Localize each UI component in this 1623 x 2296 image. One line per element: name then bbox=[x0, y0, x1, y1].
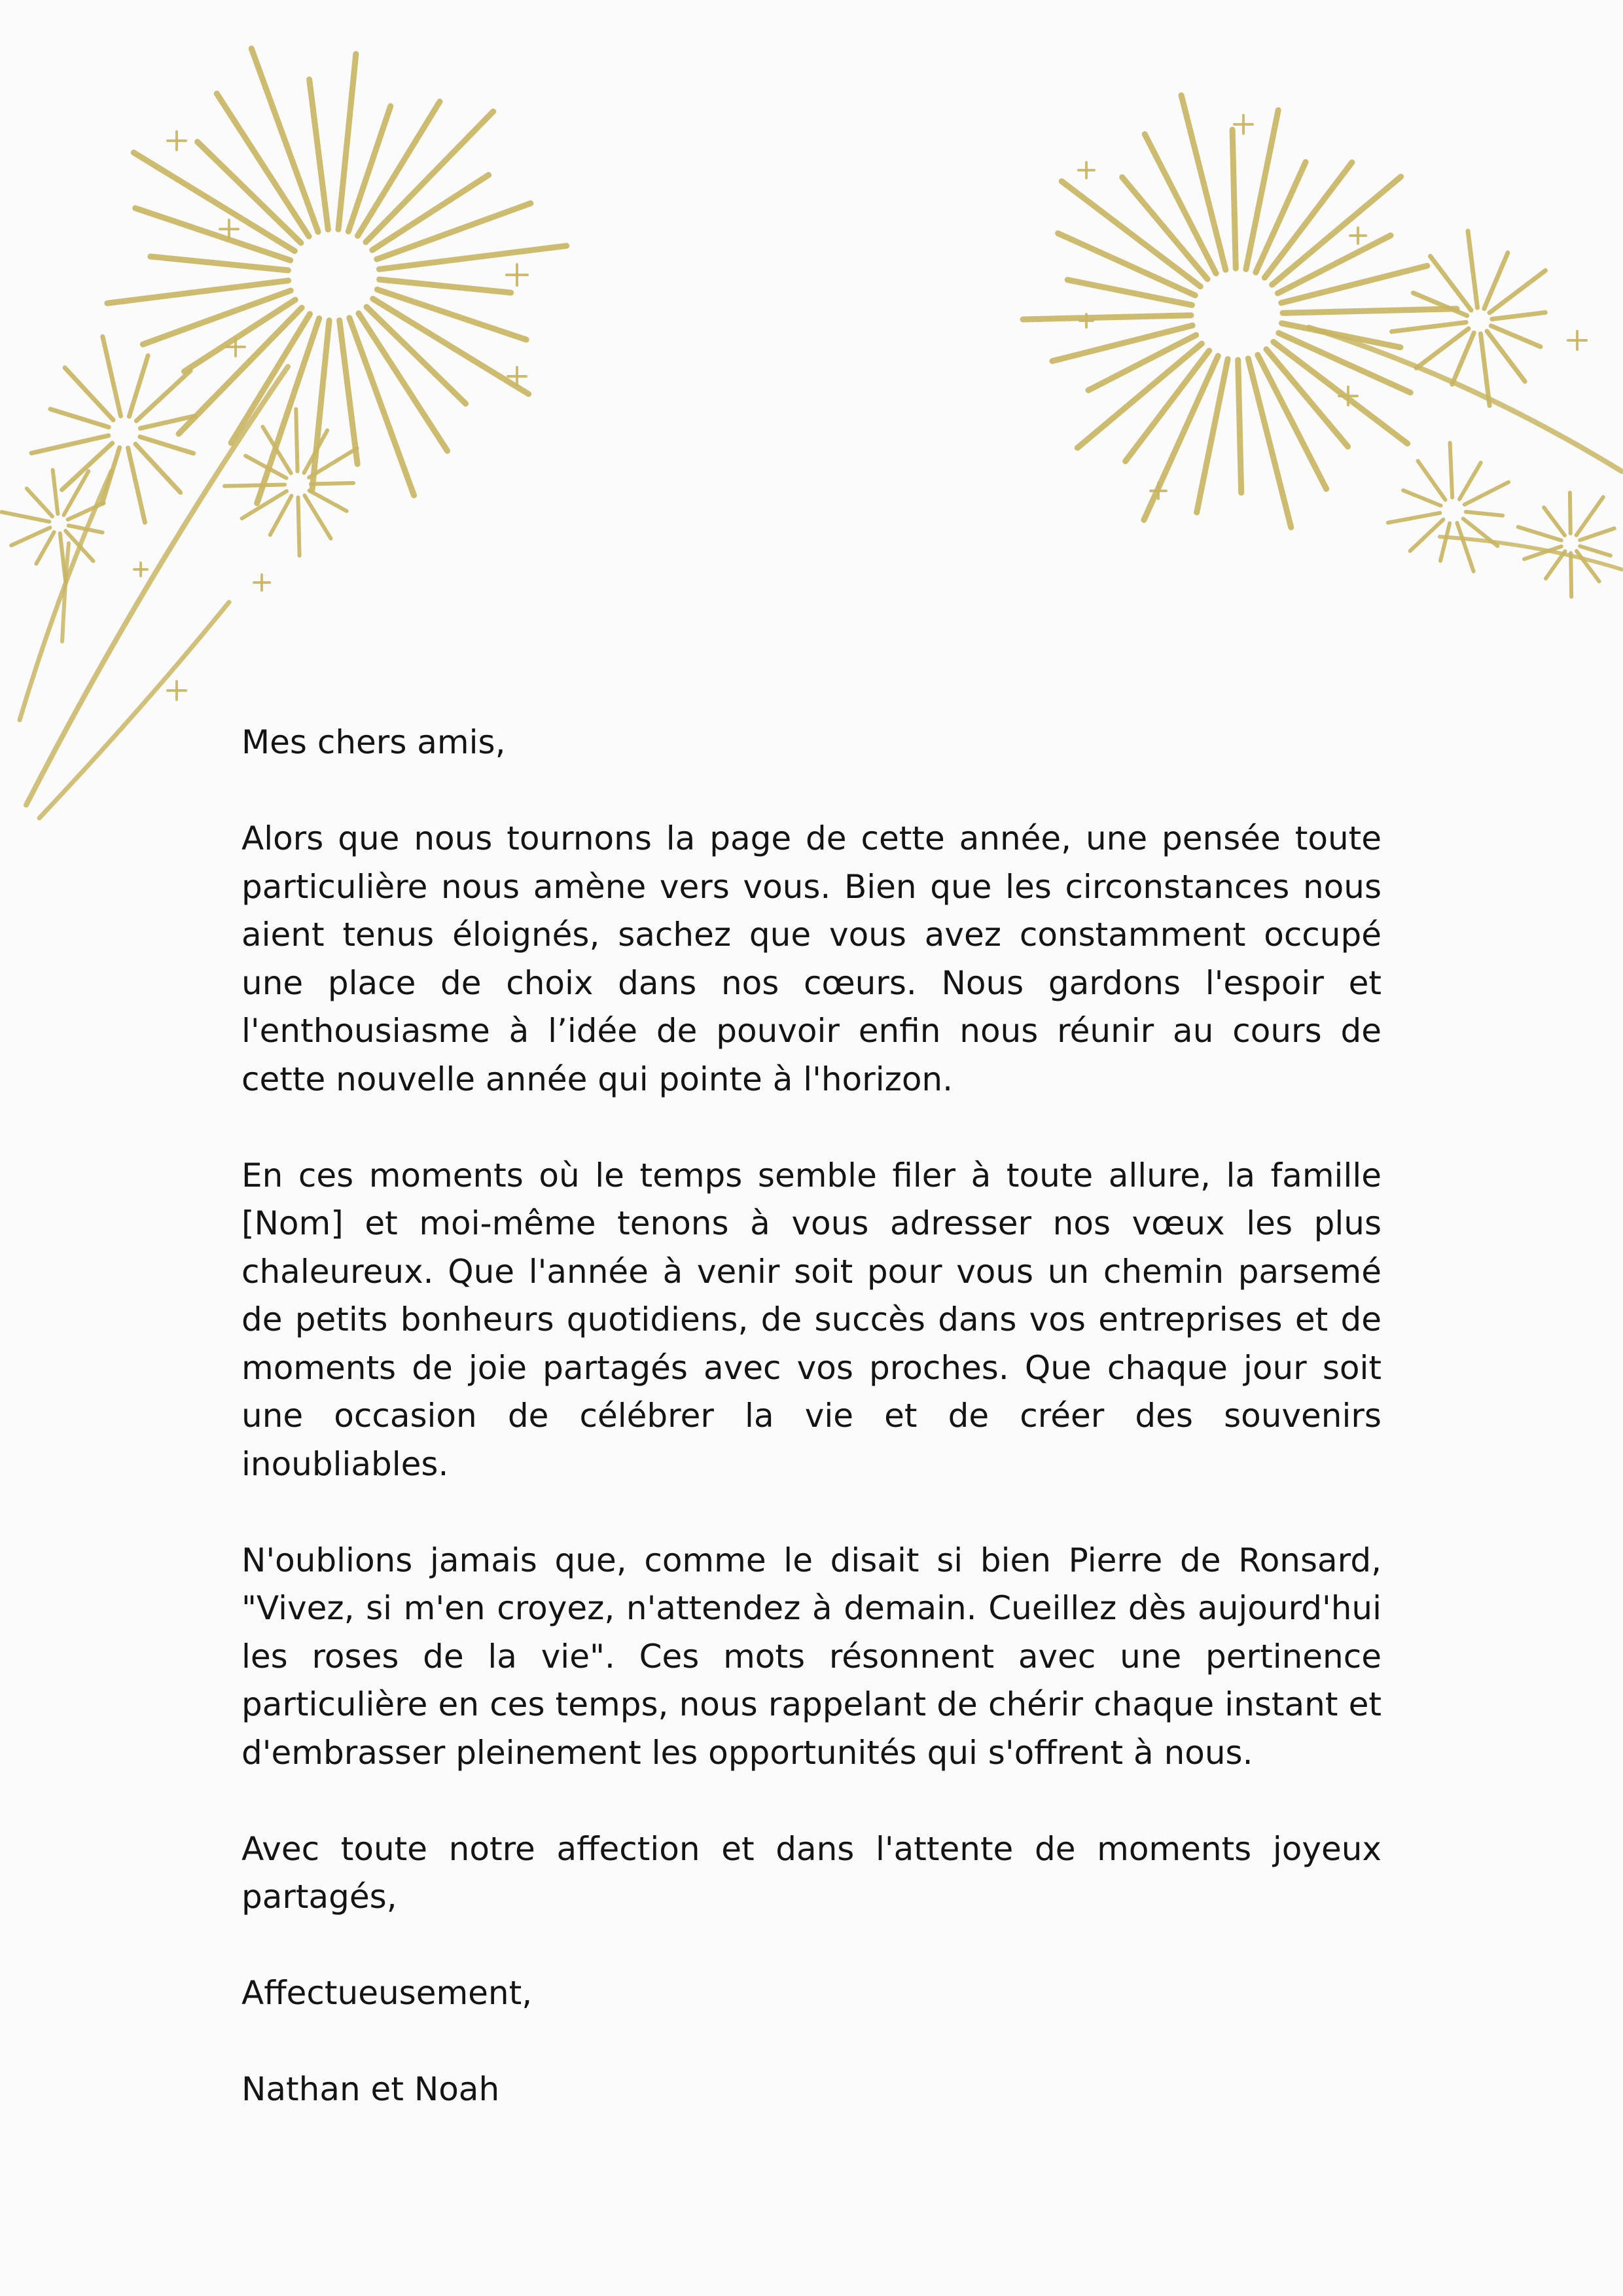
firework-ray bbox=[224, 484, 285, 486]
firework-ray bbox=[366, 307, 465, 404]
paragraph-4: Avec toute notre affection et dans l'attente de moments joyeux partagés, bbox=[241, 1829, 1382, 1916]
firework-ray bbox=[338, 54, 356, 229]
paragraph-1: Alors que nous tournons la page de cette année, une pensée toute particulière nous amène vers vous. Bien que les circonstances nous aient tenus éloignés, sachez que vous avez constamment occupé une place de choix dans nos cœurs. Nous gardons l'espoir et l'enthousiasme à l’idée de pouvoir enfin nous réunir au cours de cette nouvelle année qui pointe à l'horizon. bbox=[241, 819, 1382, 1098]
paragraph-3: N'oublions jamais que, comme le disait si bien Pierre de Ronsard, "Vivez, si m'en croyez, n'attendez à demain. Cueillez dès aujourd'hui les roses de la vie". Ces mots résonnent avec une pertinence particulière en ces temps, nous rappelant de chérir chaque instant et d'embrasser pleinement les opportunités qui s'offrent à nous. bbox=[241, 1541, 1382, 1772]
firework-ray bbox=[1238, 360, 1241, 493]
firework-ray bbox=[1246, 110, 1278, 269]
firework-ray bbox=[1465, 482, 1508, 505]
firework-ray bbox=[296, 409, 297, 471]
firework-ray bbox=[136, 370, 190, 421]
firework-ray bbox=[1232, 130, 1236, 268]
firework-ray bbox=[1392, 322, 1467, 331]
firework-ray bbox=[11, 528, 50, 545]
firework-ray bbox=[1492, 312, 1545, 319]
firework-ray bbox=[312, 321, 329, 490]
firework-ray bbox=[1457, 523, 1473, 571]
firework-ray bbox=[1418, 461, 1446, 499]
firework-ray bbox=[1403, 490, 1440, 505]
firework-ray bbox=[1544, 507, 1565, 535]
firework-ray bbox=[1388, 513, 1440, 523]
firework-ray bbox=[340, 320, 357, 463]
firework-ray bbox=[68, 503, 104, 520]
firework-ray bbox=[1450, 443, 1453, 497]
firework-ray bbox=[1023, 315, 1191, 319]
firework-ray bbox=[27, 488, 52, 516]
firework-ray bbox=[53, 470, 58, 514]
closing: Affectueusement, bbox=[241, 1974, 533, 2012]
signature: Nathan et Noah bbox=[241, 2070, 500, 2108]
firework-ray bbox=[1580, 546, 1611, 555]
salutation: Mes chers amis, bbox=[241, 723, 506, 761]
firework-ray bbox=[1052, 325, 1192, 361]
firework-ray bbox=[1410, 520, 1444, 551]
letter-body bbox=[241, 719, 1382, 2162]
firework-ray bbox=[31, 436, 109, 454]
firework-ray bbox=[50, 409, 109, 427]
firework-ray bbox=[1197, 359, 1228, 512]
firework-ray bbox=[1577, 497, 1603, 535]
firework-ray bbox=[140, 437, 194, 453]
firework-ray bbox=[1546, 551, 1565, 579]
firework-ray bbox=[1570, 493, 1571, 533]
firework-ray bbox=[198, 142, 301, 243]
firework-ray bbox=[1, 512, 49, 522]
firework-ray bbox=[102, 448, 119, 503]
firework-ray bbox=[1580, 528, 1614, 540]
firework-ray bbox=[1466, 512, 1503, 516]
firework-bursts bbox=[1, 48, 1614, 597]
firework-ray bbox=[129, 355, 148, 416]
firework-trail bbox=[39, 602, 229, 818]
firework-ray bbox=[298, 497, 299, 556]
firework-ray bbox=[151, 257, 289, 270]
firework-ray bbox=[1281, 266, 1427, 303]
firework-ray bbox=[310, 491, 347, 511]
firework-ray bbox=[135, 444, 181, 492]
firework-ray bbox=[1283, 309, 1457, 313]
firework-ray bbox=[128, 448, 145, 522]
paragraph-2: En ces moments où le temps semble filer à toute allure, la famille [Nom] et moi-même tenons à vous adresser nos vœux les plus chaleureux. Que l'année à venir soit pour vous un chemin parsemé de petits bonheurs quotidiens, de succès dans vos entreprises et de moments de joie partagés avec vos proches. Que chaque jour soit une occasion de célébrer la vie et de créer des souvenirs inoubliables. bbox=[241, 1156, 1382, 1483]
firework-ray bbox=[1459, 463, 1481, 499]
firework-ray bbox=[1518, 527, 1561, 540]
firework-ray bbox=[1577, 551, 1599, 581]
firework-ray bbox=[60, 533, 65, 581]
firework-ray bbox=[36, 532, 54, 564]
firework-ray bbox=[65, 368, 113, 420]
firework-ray bbox=[103, 336, 121, 416]
firework-ray bbox=[270, 496, 292, 535]
firework-ray bbox=[311, 483, 353, 484]
firework-ray bbox=[1468, 231, 1478, 308]
firework-ray bbox=[380, 279, 511, 293]
firework-ray bbox=[1440, 523, 1450, 560]
